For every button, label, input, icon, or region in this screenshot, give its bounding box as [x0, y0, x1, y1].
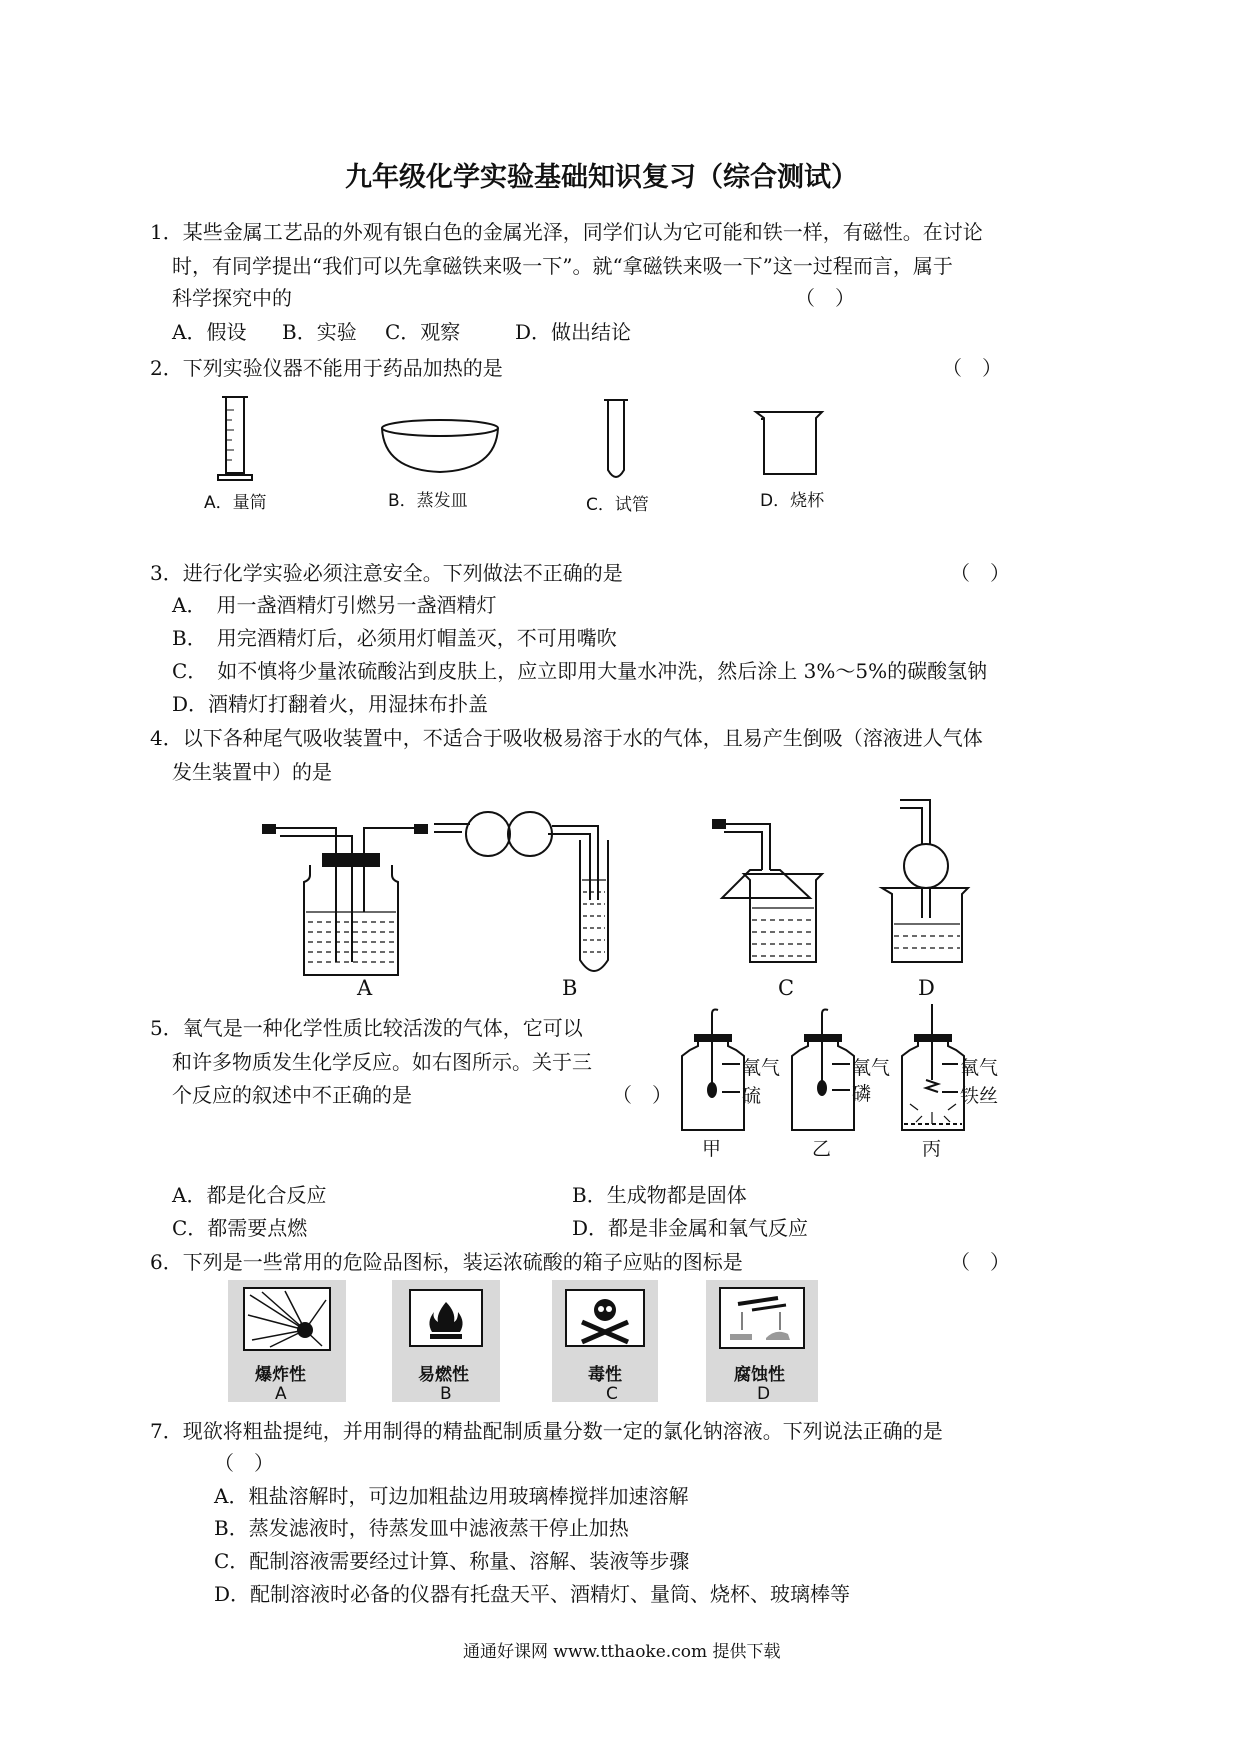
q4-label-c: C: [778, 976, 795, 1000]
q3-answer-bracket: （ ）: [950, 561, 1010, 585]
q2-label-b: B．蒸发皿: [388, 491, 468, 511]
q1-option-c: C．观察: [385, 320, 461, 344]
q7-option-c: C．配制溶液需要经过计算、称量、溶解、装液等步骤: [214, 1549, 690, 1573]
q7-option-b: B．蒸发滤液时，待蒸发皿中滤液蒸干停止加热: [214, 1516, 629, 1540]
q1-line1: 1．某些金属工艺品的外观有银白色的金属光泽，同学们认为它可能和铁一样，有磁性。在讨论: [150, 220, 983, 244]
q3-option-d: D．酒精灯打翻着火，用湿抹布扑盖: [172, 692, 489, 716]
page-footer: 通通好课网 www.tthaoke.com 提供下载: [463, 1642, 781, 1662]
q6-sign-label-toxic: 毒性: [588, 1365, 622, 1385]
q7-line1: 7．现欲将粗盐提纯，并用制得的精盐配制质量分数一定的氯化钠溶液。下列说法正确的是: [150, 1419, 943, 1443]
q6-letter-b: B: [440, 1384, 452, 1404]
q6-answer-bracket: （ ）: [950, 1250, 1010, 1274]
q4-line1: 4．以下各种尾气吸收装置中，不适合于吸收极易溶于水的气体，且易产生倒吸（溶液进人气体: [150, 726, 983, 750]
q1-option-a: A．假设: [172, 320, 247, 344]
q5-label-oxygen-2: 氧气: [852, 1057, 891, 1079]
q5-option-a: A．都是化合反应: [172, 1183, 327, 1207]
q5-answer-bracket: （ ）: [612, 1083, 672, 1107]
q1-answer-bracket: （ ）: [795, 286, 855, 310]
q5-label-oxygen-3: 氧气: [960, 1057, 999, 1079]
q4-line2: 发生装置中）的是: [172, 760, 332, 784]
q5-label-phosphorus: 磷: [852, 1083, 872, 1105]
q5-label-jia: 甲: [702, 1138, 722, 1160]
q6-stem: 6．下列是一些常用的危险品图标，装运浓硫酸的箱子应贴的图标是: [150, 1250, 743, 1274]
q6-letter-a: A: [275, 1384, 287, 1404]
q5-option-b: B．生成物都是固体: [572, 1183, 747, 1207]
q5-label-oxygen-1: 氧气: [742, 1057, 781, 1079]
q5-line1: 5．氧气是一种化学性质比较活泼的气体，它可以: [150, 1016, 583, 1040]
q3-option-a: A． 用一盏酒精灯引燃另一盏酒精灯: [172, 593, 497, 617]
q7-option-d: D．配制溶液时必备的仪器有托盘天平、酒精灯、量筒、烧杯、玻璃棒等: [214, 1582, 851, 1606]
explosive-sign-icon: [244, 1288, 330, 1350]
page-title: 九年级化学实验基础知识复习（综合测试）: [345, 162, 858, 193]
q4-label-b: B: [562, 976, 578, 1000]
q5-option-d: D．都是非金属和氧气反应: [572, 1216, 809, 1240]
q4-label-d: D: [918, 976, 935, 1000]
q5-label-yi: 乙: [812, 1138, 832, 1160]
q5-label-sulfur: 硫: [742, 1085, 762, 1107]
q7-answer-bracket: （ ）: [214, 1451, 274, 1475]
q1-option-b: B．实验: [282, 320, 357, 344]
q5-label-bing: 丙: [922, 1138, 942, 1160]
q2-stem: 2．下列实验仪器不能用于药品加热的是: [150, 356, 503, 380]
q3-option-b: B． 用完酒精灯后，必须用灯帽盖灭，不可用嘴吹: [172, 626, 617, 650]
q6-letter-d: D: [757, 1384, 771, 1404]
q2-label-a: A．量筒: [204, 493, 267, 513]
corrosive-sign-icon: [720, 1288, 804, 1348]
q5-line2: 和许多物质发生化学反应。如右图所示。关于三: [172, 1050, 592, 1074]
flammable-sign-icon: [410, 1290, 482, 1346]
q6-sign-label-flammable: 易燃性: [418, 1365, 469, 1385]
q7-option-a: A．粗盐溶解时，可边加粗盐边用玻璃棒搅拌加速溶解: [214, 1484, 689, 1508]
q2-label-c: C．试管: [586, 495, 649, 515]
q1-line2: 时，有同学提出“我们可以先拿磁铁来吸一下”。就“拿磁铁来吸一下”这一过程而言，属于: [172, 254, 953, 278]
q6-sign-label-explosive: 爆炸性: [255, 1365, 306, 1385]
q3-option-c: C． 如不慎将少量浓硫酸沾到皮肤上，应立即用大量水冲洗，然后涂上 3%～5%的碳酸氢钠: [172, 659, 988, 683]
q5-option-c: C．都需要点燃: [172, 1216, 308, 1240]
q1-line3: 科学探究中的: [172, 286, 292, 310]
q6-letter-c: C: [606, 1384, 618, 1404]
q5-line3: 个反应的叙述中不正确的是: [172, 1083, 412, 1107]
q1-option-d: D．做出结论: [515, 320, 632, 344]
q2-answer-bracket: （ ）: [942, 356, 1002, 380]
toxic-sign-icon: [566, 1290, 644, 1346]
q5-label-iron-wire: 铁丝: [960, 1085, 999, 1107]
q2-label-d: D．烧杯: [760, 491, 825, 511]
q3-stem: 3．进行化学实验必须注意安全。下列做法不正确的是: [150, 561, 623, 585]
q4-label-a: A: [357, 976, 373, 1000]
q6-sign-label-corrosive: 腐蚀性: [734, 1365, 785, 1385]
